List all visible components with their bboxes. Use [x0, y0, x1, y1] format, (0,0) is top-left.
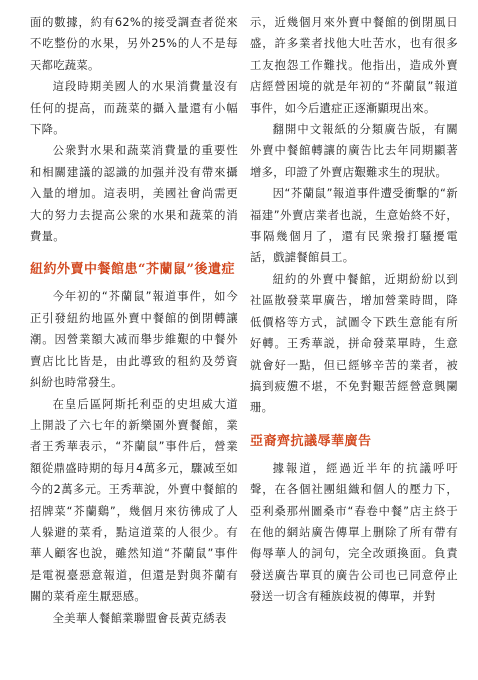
- paragraph: 紐約的外賣中餐館，近期紛紛以到社區散發菜單廣告，增加營業時間，降低價格等方式，試圖令下跌生意能有所好轉。王秀華説，拼命發菜單時，生意就會好一點，但已經够辛苦的業者，被搞到疲憊不堪，不免對艱苦經營意興闌珊。: [250, 272, 458, 415]
- paragraph: 翻開中文報紙的分類廣告版，有關外賣中餐館轉讓的廣告比去年同期顯著增多，印證了外賣店艱難求生的現狀。: [250, 123, 458, 179]
- section-heading: 紐約外賣中餐館患“芥蘭鼠”後遺症: [30, 262, 235, 278]
- right-column: [250, 12, 458, 608]
- paragraph: 據報道，經過近半年的抗議呼吁聲，在各個社團組織和個人的壓力下，亞利桑那州圖桑市“春卷中餐”店主終于在他的網站廣告傳單上删除了所有帶有侮辱華人的詞句，完全改頭換面。負責發送廣告單頁的廣告公司也已同意停止發送一切含有種族歧視的傳單，并對: [250, 461, 458, 604]
- paragraph: 示，近幾個月來外賣中餐館的倒閉風日盛，許多業者找他大吐苦水，也有很多工友抱怨工作難找。他指出，造成外賣店經營困境的就是年初的“芥蘭鼠”報道事件，如今后遺症正逐漸顯現出來。: [250, 16, 458, 115]
- left-column: [30, 12, 238, 629]
- paragraph: 公衆對水果和蔬菜消費量的重要性和相關建議的認識的加强并没有帶來攝入量的增加。這表明，美國社會尚需更大的努力去提高公衆的水果和蔬菜的消費量。: [30, 144, 238, 244]
- paragraph: 面的數據，約有62%的接受調查者從來不吃整份的水果，另外25%的人不是每天都吃蔬菜。: [30, 16, 238, 72]
- paragraph: 今年初的“芥蘭鼠”報道事件，如今正引發紐約地區外賣中餐館的倒閉轉讓潮。因營業額大减而舉步維艱的中餐外賣店比比皆是，由此導致的租約及勞資糾紛也時常發生。: [30, 290, 238, 390]
- paragraph: 因“芥蘭鼠”報道事件遭受衝擊的“新福建”外賣店業者也説，生意始終不好，事隔幾個月了，還有民衆撥打騷擾電話，戲謔餐館員工。: [250, 187, 458, 265]
- paragraph: 這段時期美國人的水果消費量沒有任何的提高，而蔬菜的攝入量還有小幅下降。: [30, 80, 238, 137]
- section-heading: 亞裔齊抗議辱華廣告: [250, 433, 372, 449]
- paragraph: 全美華人餐館業聯盟會長黃克綉表: [52, 611, 227, 625]
- paragraph: 在皇后區阿斯托利亞的史坦威大道上開設了六七年的新樂園外賣餐館，業者王秀華表示，“芥蘭鼠”事件后，營業額從鼎盛時期的每月4萬多元，驟减至如今的2萬多元。王秀華說，外賣中餐館的招牌菜“芥蘭鷄”，幾個月來彷彿成了人人躲避的菜肴，點這道菜的人很少。有華人顧客也說，雖然知道“芥蘭鼠”事件是電視臺惡意報道，但還是對與芥蘭有關的菜肴産生厭惡感。: [30, 397, 238, 604]
